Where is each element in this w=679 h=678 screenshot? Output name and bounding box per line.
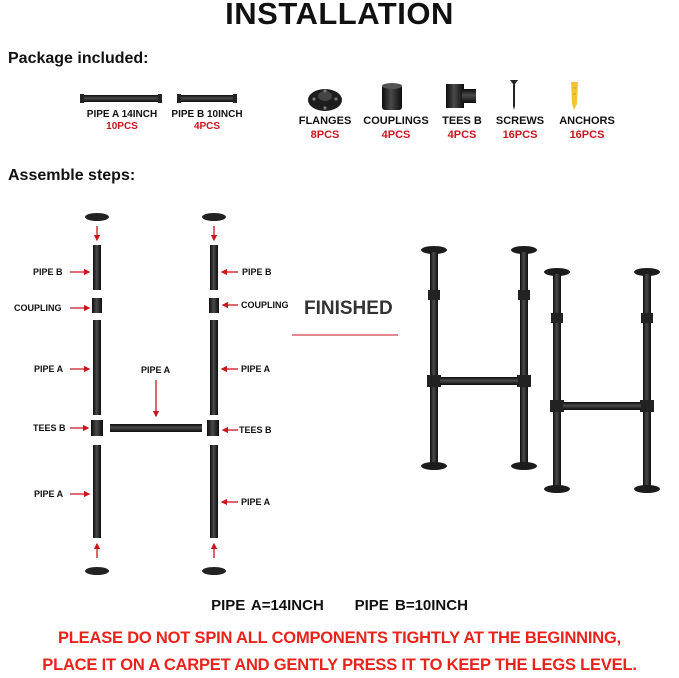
- package-item-qty: 4PCS: [381, 129, 411, 141]
- package-item-label: TEES B: [442, 115, 482, 127]
- warning-line-2: PLACE IT ON A CARPET AND GENTLY PRESS IT TO KEEP THE LEGS LEVEL.: [42, 656, 637, 674]
- step-label-pipe-a: PIPE A: [241, 497, 271, 507]
- step-label-pipe-a: PIPE A: [241, 364, 271, 374]
- step-label-pipe-a: PIPE A: [34, 364, 64, 374]
- step-label-coupling: COUPLING: [241, 300, 289, 310]
- tee-icon: [446, 84, 476, 108]
- assemble-heading: Assemble steps:: [8, 167, 136, 184]
- package-item-qty: 4PCS: [447, 129, 477, 141]
- step-label-tees-b: TEES B: [239, 425, 272, 435]
- pipe-b-icon: [177, 94, 237, 103]
- package-item-label: ANCHORS: [559, 115, 615, 127]
- package-item-qty: 8PCS: [310, 129, 340, 141]
- pipe-sizes: PIPE A=14INCH PIPE B=10INCH: [211, 597, 468, 614]
- package-heading: Package included:: [8, 50, 149, 67]
- package-item-qty: 10PCS: [106, 121, 138, 132]
- package-item-qty: 16PCS: [502, 129, 538, 141]
- package-item-label: SCREWS: [495, 115, 545, 127]
- package-item-label: COUPLINGS: [363, 115, 429, 127]
- anchor-icon: [571, 82, 578, 110]
- flange-icon: [308, 89, 342, 111]
- screw-icon: [510, 80, 518, 110]
- coupling-icon: [382, 83, 402, 110]
- package-item-label: FLANGES: [298, 115, 352, 127]
- step-label-pipe-b: PIPE B: [33, 267, 63, 277]
- step-label-pipe-a: PIPE A: [34, 489, 64, 499]
- page-title: INSTALLATION: [225, 0, 454, 31]
- package-item-qty: 16PCS: [569, 129, 605, 141]
- step-label-tees-b: TEES B: [33, 423, 66, 433]
- finished-label: FINISHED: [304, 298, 393, 319]
- package-item-label: PIPE B 10INCH: [171, 109, 243, 120]
- package-item-label: PIPE A 14INCH: [86, 109, 158, 120]
- finished-legs-illustration: [421, 246, 660, 493]
- step-label-coupling: COUPLING: [14, 303, 62, 313]
- step-label-center-pipe-a: PIPE A: [141, 365, 171, 375]
- warning-line-1: PLEASE DO NOT SPIN ALL COMPONENTS TIGHTLY AT THE BEGINNING,: [58, 629, 621, 647]
- assembly-diagram: [70, 213, 238, 575]
- package-item-qty: 4PCS: [193, 121, 221, 132]
- step-label-pipe-b: PIPE B: [242, 267, 272, 277]
- pipe-a-icon: [80, 94, 162, 103]
